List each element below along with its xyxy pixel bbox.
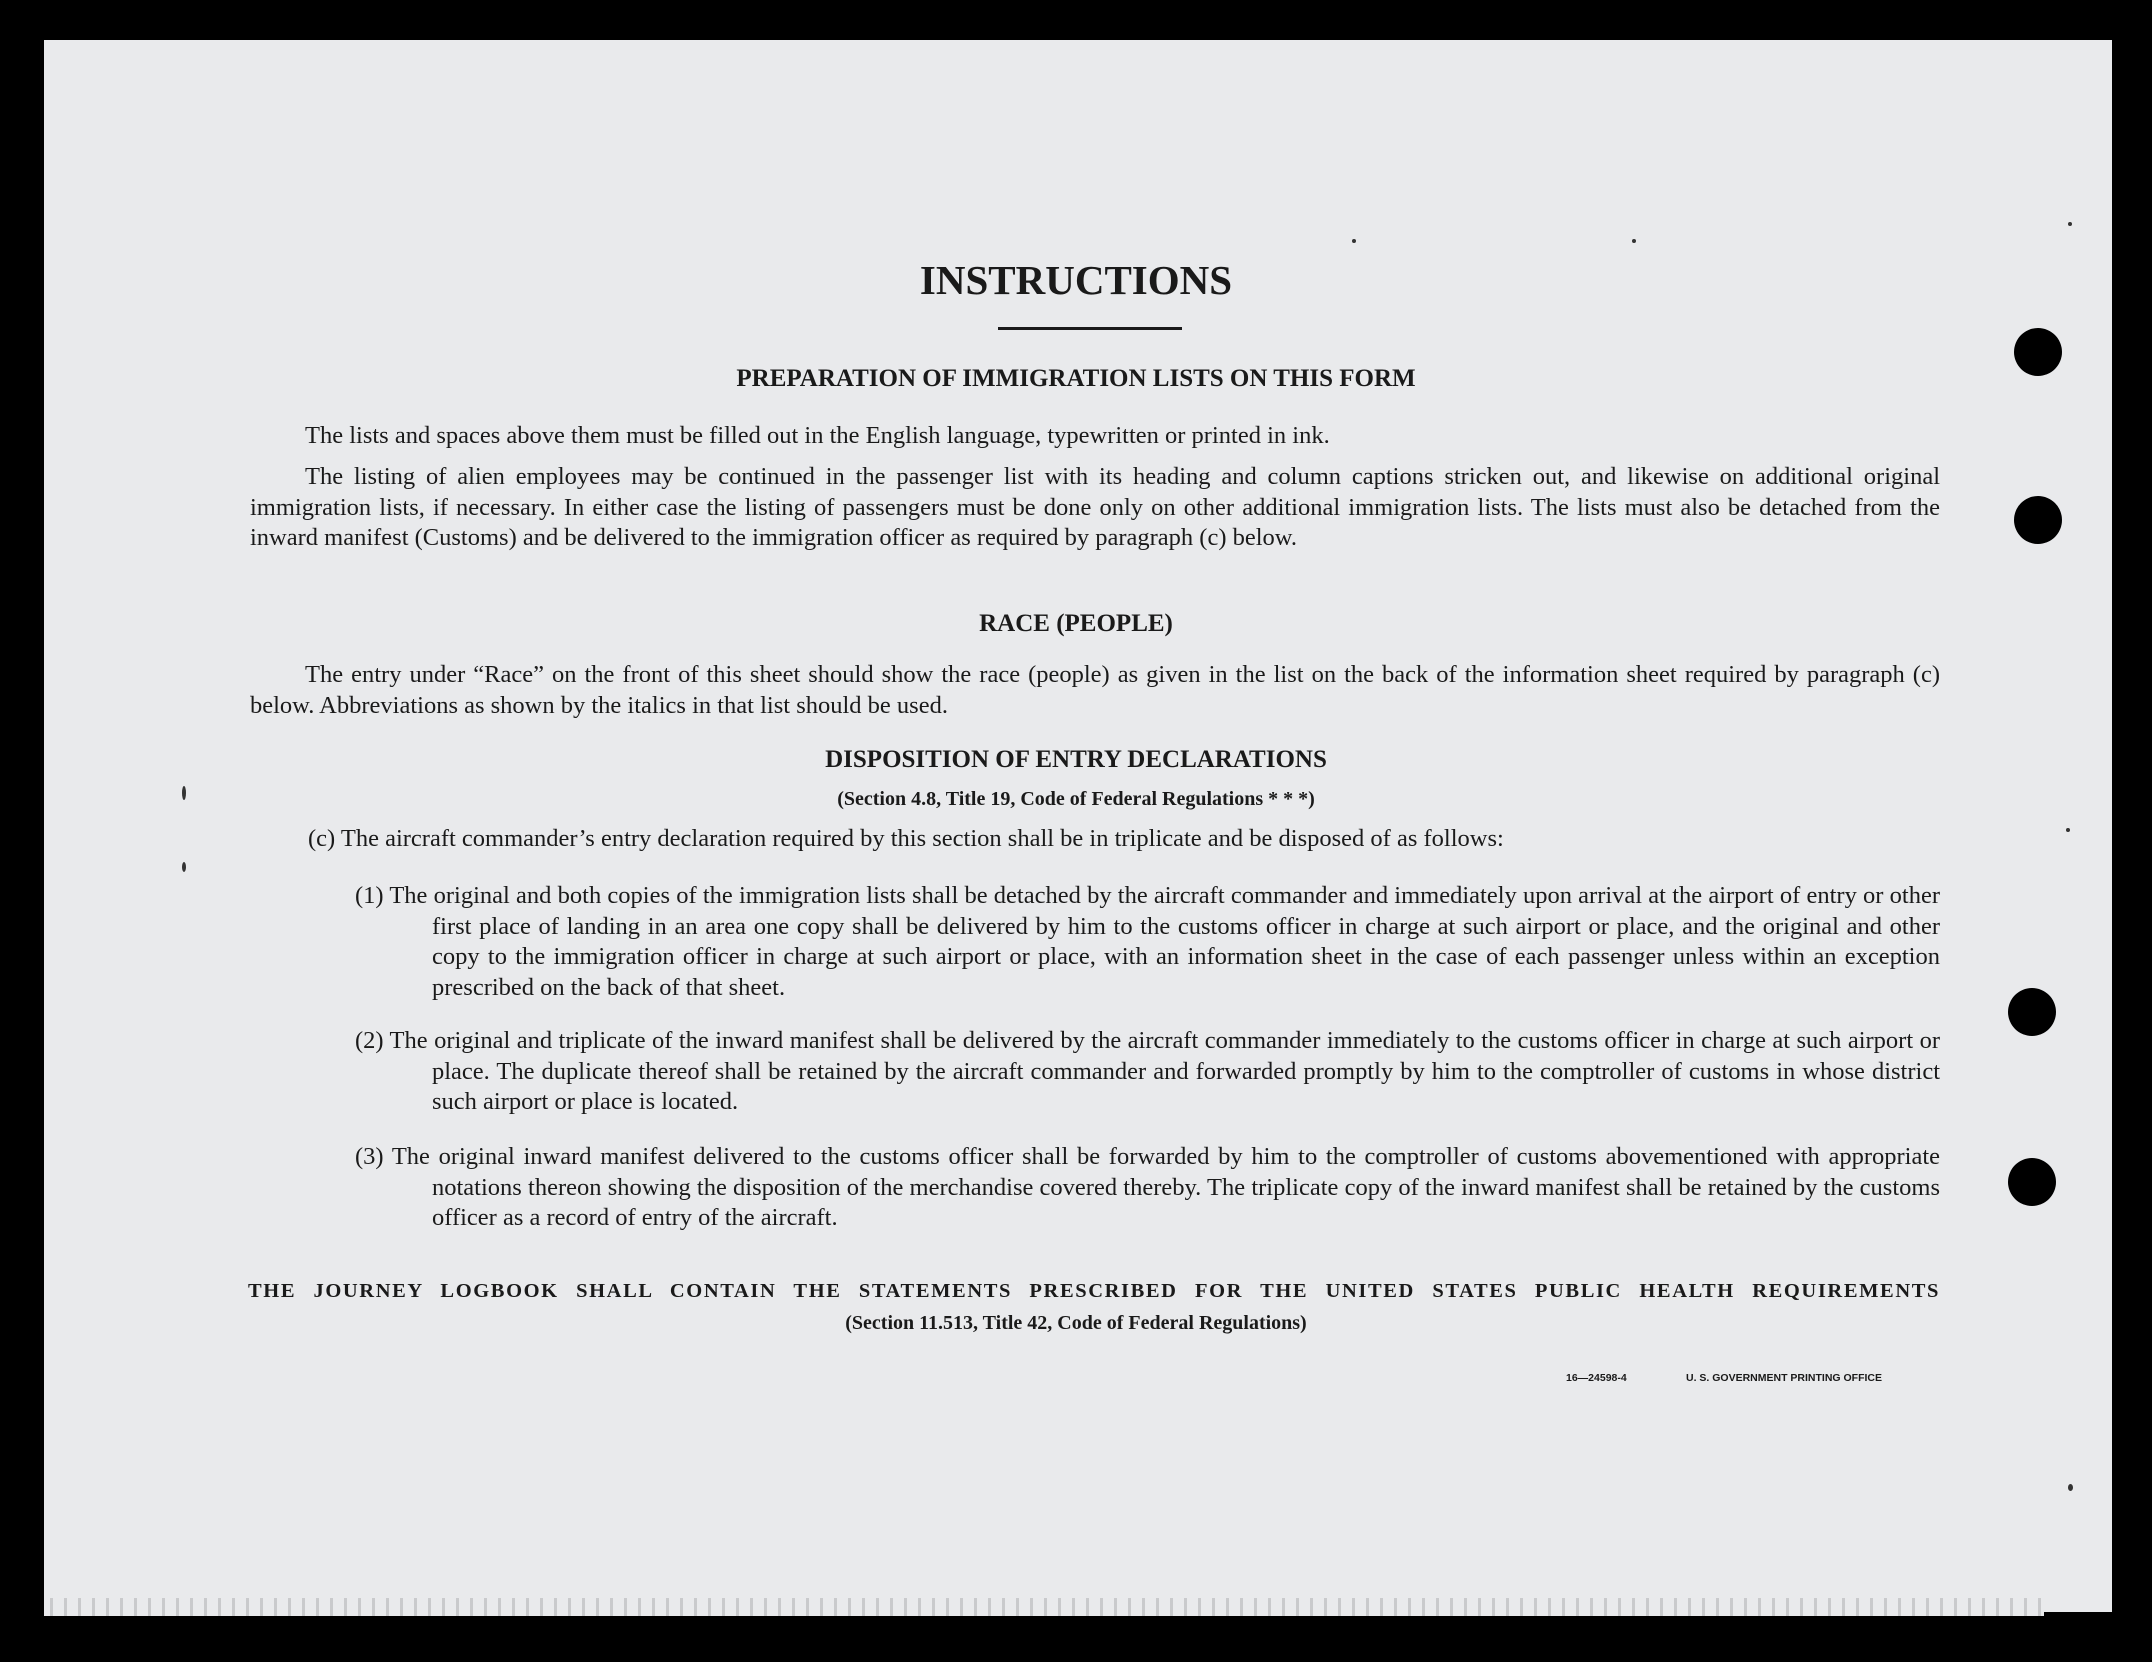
paragraph-language: The lists and spaces above them must be filled out in the English language, typewritten or printed in ink. — [305, 422, 1330, 449]
paragraph-alien-employees: The listing of alien employees may be continued in the passenger list with its heading and column captions stricken out, and likewise on additional original immigration lists, if necessary. In either case the listing of passengers must be done only on other additional immigration lists. The lists must also be detached from the inward manifest (Customs) and be delivered to the immigration officer as required by paragraph (c) below. — [250, 463, 1940, 551]
punch-hole — [2008, 1158, 2056, 1206]
scan-speck — [182, 862, 186, 872]
punch-hole — [2014, 496, 2062, 544]
section-heading-preparation: PREPARATION OF IMMIGRATION LISTS ON THIS FORM — [736, 365, 1416, 392]
scan-speck — [2066, 828, 2070, 832]
disposition-citation: (Section 4.8, Title 19, Code of Federal Regulations * * *) — [837, 788, 1315, 810]
public-health-citation: (Section 11.513, Title 42, Code of Federal Regulations) — [845, 1312, 1307, 1334]
scan-speck — [2068, 1484, 2073, 1491]
print-number: 16—24598-4 — [1566, 1372, 1627, 1384]
list-item-3: (3) The original inward manifest delivered to the customs officer shall be forwarded by him to the comptroller of customs abovementioned with appropriate notations thereon showing the disposition of the merchandise covered thereby. The triplicate copy of the inward manifest shall be retained by the customs officer as a record of entry of the aircraft. — [355, 1143, 1940, 1231]
public-health-statement: THE JOURNEY LOGBOOK SHALL CONTAIN THE STATEMENTS PRESCRIBED FOR THE UNITED STATES PUBLIC HEALTH REQUIREMENTS — [248, 1280, 1940, 1302]
section-heading-disposition: DISPOSITION OF ENTRY DECLARATIONS — [825, 746, 1327, 773]
title-underline — [998, 327, 1182, 330]
clause-c: (c) The aircraft commander’s entry declaration required by this section shall be in triplicate and be disposed of as follows: — [308, 825, 1504, 852]
punch-hole — [2008, 988, 2056, 1036]
list-item-1: (1) The original and both copies of the immigration lists shall be detached by the aircraft commander and immediately upon arrival at the airport of entry or other first place of landing in an area one copy shall be delivered by him to the customs officer in charge at such airport or place, and the original and other copy to the immigration officer in charge at such airport or place, with an information sheet in the case of each passenger unless within an exception prescribed on the back of that sheet. — [355, 882, 1940, 1001]
scan-speck — [2068, 222, 2072, 226]
torn-bottom-edge — [44, 1598, 2044, 1616]
scan-speck — [1632, 239, 1636, 243]
section-heading-race: RACE (PEOPLE) — [979, 610, 1173, 637]
page-title: INSTRUCTIONS — [919, 257, 1233, 303]
scan-speck — [1352, 239, 1356, 243]
list-item-2: (2) The original and triplicate of the inward manifest shall be delivered by the aircraft commander immediately to the customs officer in charge at such airport or place. The duplicate thereof shall be retained by the aircraft commander and forwarded promptly by him to the comptroller of customs in whose district such airport or place is located. — [355, 1027, 1940, 1115]
printer-imprint: U. S. GOVERNMENT PRINTING OFFICE — [1686, 1372, 1883, 1384]
paragraph-race: The entry under “Race” on the front of this sheet should show the race (people) as given in the list on the back of the information sheet required by paragraph (c) below. Abbreviations as shown by the italics in that list should be used. — [250, 661, 1940, 719]
